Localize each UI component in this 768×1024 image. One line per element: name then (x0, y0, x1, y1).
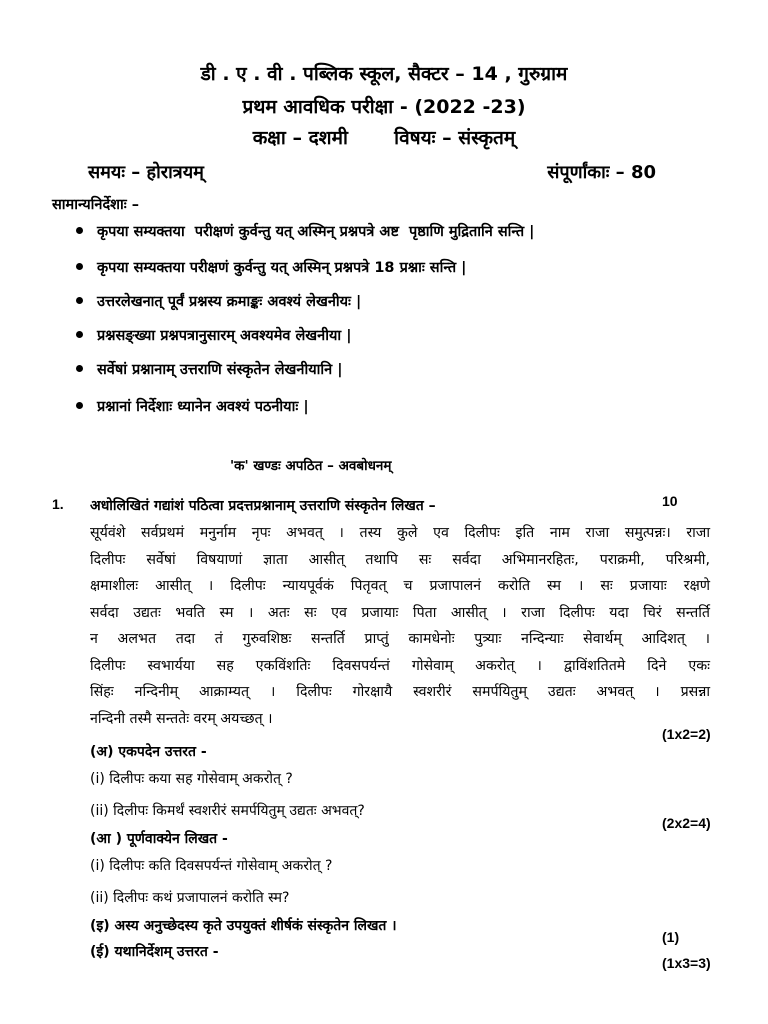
instruction-text: कृपया सम्यक्तया परीक्षणं कुर्वन्तु यत् अस्मिन् प्रश्नपत्रे 18 प्रश्नाः सन्ति | (97, 260, 467, 276)
bullet-icon (76, 227, 83, 234)
instruction-text: कृपया सम्यक्तया परीक्षणं कुर्वन्तु यत् अस्मिन् प्रश्नपत्रे अष्ट पृष्ठाणि मुद्रितानि सन्ति | (97, 224, 535, 240)
part-aa-marks: (2x2=4) (662, 815, 711, 831)
bullet-icon (76, 297, 83, 304)
bullet-icon (76, 331, 83, 338)
passage-line: सिंहः नन्दिनीम् आक्राम्यत् । दिलीपः गोरक्षायै स्वशरीरं समर्पयितुम् उद्यतः अभवत् । प्रसन्ना (90, 684, 710, 700)
class-subject: कक्षा – दशमी विषयः – संस्कृतम् (252, 127, 516, 149)
part-ii-marks: (1x3=3) (662, 955, 711, 971)
part-aa-title: (आ ) पूर्णवाक्येन लिखत - (90, 831, 228, 847)
part-i-marks: (1) (662, 929, 680, 945)
total-marks: संपूर्णांकाः – 80 (547, 162, 656, 183)
bullet-icon (76, 365, 83, 372)
instruction-item (76, 221, 534, 241)
part-ii-title: (ई) यथानिर्देशम् उत्तरत - (90, 944, 219, 960)
question-number: 1. (52, 496, 64, 512)
instruction-text: प्रश्नसङ्ख्या प्रश्नपत्रानुसारम् अवश्यमेव लेखनीया | (97, 328, 352, 344)
part-aa-question: (i) दिलीपः कति दिवसपर्यन्तं गोसेवाम् अकरोत् ? (90, 858, 333, 874)
instruction-text: उत्तरलेखनात् पूर्वं प्रश्नस्य क्रमाङ्कः अवश्यं लेखनीयः | (97, 294, 362, 310)
time-label: समयः – होरात्रयम् (88, 162, 204, 183)
passage-line: दिलीपः स्वभार्यया सह एकविंशतिः दिवसपर्यन्तं गोसेवाम् अकरोत् । द्वाविंशतितमे दिने एकः (90, 657, 710, 674)
section-title: 'क' खण्डः अपठित – अवबोधनम् (230, 458, 392, 474)
bullet-icon (76, 402, 83, 409)
passage-line: सूर्यवंशे सर्वप्रथमं मनुर्नाम नृपः अभवत् । तस्य कुले एव दिलीपः इति नाम राजा समुत्पन्नः। राजा (90, 525, 710, 541)
instruction-text: प्रश्नानां निर्देशाः ध्यानेन अवश्यं पठनीयाः | (97, 399, 309, 415)
instruction-item (76, 325, 352, 345)
instruction-item (76, 291, 361, 311)
passage-line: न अलभत तदा तं गुरुवशिष्ठः सन्तर्ति प्राप्तुं कामधेनोः पुत्र्याः नन्दिन्याः सेवार्थम् आदिशत् । (90, 631, 710, 647)
part-a-title: (अ) एकपदेन उत्तरत - (90, 744, 207, 760)
instructions-title: सामान्यनिर्देशाः – (52, 197, 140, 213)
part-a-question: (i) दिलीपः कया सह गोसेवाम् अकरोत् ? (90, 771, 293, 787)
instruction-item (76, 257, 466, 277)
instruction-item (76, 396, 309, 416)
bullet-icon (76, 263, 83, 270)
question-marks: 10 (662, 493, 678, 509)
question-instruction: अधोलिखितं गद्यांशं पठित्वा प्रदत्तप्रश्नानाम् उत्तराणि संस्कृतेन लिखत – (90, 498, 436, 514)
instruction-text: सर्वेषां प्रश्नानाम् उत्तराणि संस्कृतेन लेखनीयानि | (97, 362, 343, 378)
school-name: डी . ए . वी . पब्लिक स्कूल, सैक्टर – 14 , गुरुग्राम (200, 63, 568, 85)
passage-line: क्षमाशीलः आसीत् । दिलीपः न्यायपूर्वकं पितृवत् च प्रजापालनं करोति स्म । सः प्रजायाः रक्षणे (90, 578, 710, 594)
passage-line: सर्वदा उद्यतः भवति स्म । अतः सः एव प्रजायाः पिता आसीत् । राजा दिलीपः यदा चिरं सन्तर्ति (90, 604, 710, 621)
part-a-marks: (1x2=2) (662, 726, 711, 742)
passage (90, 520, 710, 732)
part-i-title: (इ) अस्य अनुच्छेदस्य कृते उपयुक्तं शीर्षकं संस्कृतेन लिखत । (90, 918, 397, 934)
exam-title: प्रथम आवधिक परीक्षा - (2022 -23) (242, 96, 526, 118)
passage-line: नन्दिनी तस्मै सन्ततेः वरम् अयच्छत् । (90, 710, 273, 727)
part-a-question: (ii) दिलीपः किमर्थं स्वशरीरं समर्पयितुम् उद्यतः अभवत्? (90, 803, 365, 819)
passage-line: दिलीपः सर्वेषां विषयाणां ज्ञाता आसीत् तथापि सः सर्वदा अभिमानरहितः, पराक्रमी, परिश्रमी, (90, 551, 710, 568)
instruction-item (76, 359, 343, 379)
part-aa-question: (ii) दिलीपः कथं प्रजापालनं करोति स्म? (90, 890, 290, 906)
